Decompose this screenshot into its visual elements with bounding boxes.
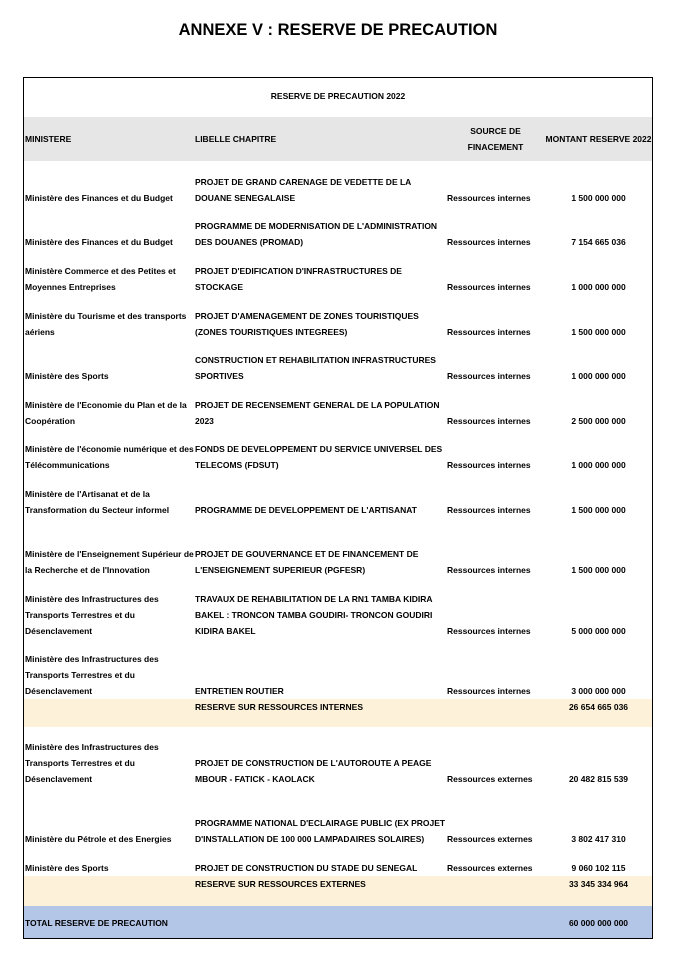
table-row [24,727,652,787]
cell-libelle: PROJET DE CONSTRUCTION DU STADE DU SENEGAL [195,863,418,873]
table-row [24,518,652,578]
cell-ministere: Ministère des Finances et du Budget [25,237,173,247]
subtotal-row [24,876,652,906]
subtotal-row [24,699,652,727]
cell-montant: 5 000 000 000 [571,626,626,636]
cell-libelle: PROJET D'EDIFICATION D'INFRASTRUCTURES DE STOCKAGE [195,266,402,292]
cell-montant: 33 345 334 964 [544,876,652,906]
cell-ministere: Ministère de l'économie numérique et des Télécommunications [25,444,194,470]
cell-libelle: PROJET DE GRAND CARENAGE DE VEDETTE DE LA DOUANE SENEGALAISE [195,177,411,203]
cell-montant: 1 500 000 000 [571,565,626,575]
cell-libelle: PROJET D'AMENAGEMENT DE ZONES TOURISTIQUES (ZONES TOURISTIQUES INTEGREES) [195,311,419,337]
cell-montant: 1 500 000 000 [571,193,626,203]
cell-montant: 3 000 000 000 [571,686,626,696]
cell-source: Ressources externes [447,863,533,873]
cell-libelle: PROGRAMME DE MODERNISATION DE L'ADMINISTRATION DES DOUANES (PROMAD) [195,221,438,247]
cell-source [446,876,544,906]
cell-source: Ressources internes [447,460,531,470]
cell-source: Ressources internes [447,282,531,292]
header-source: SOURCE DE FINACEMENT [446,117,544,161]
cell-source: Ressources internes [447,686,531,696]
cell-source [446,699,544,727]
total-row [24,906,652,939]
cell-ministere: Ministère du Tourisme et des transports aériens [25,311,187,337]
cell-ministere: Ministère de l'Economie du Plan et de la Coopération [25,400,187,426]
cell-montant: 3 802 417 310 [571,834,626,844]
cell-ministere: Ministère des Sports [25,863,109,873]
header-ministere: MINISTERE [24,117,194,161]
cell-libelle: PROJET DE RECENSEMENT GENERAL DE LA POPULATION 2023 [195,400,440,426]
table-body [24,161,652,939]
table-row [24,161,652,206]
table-row [24,295,652,340]
cell-montant: 20 482 815 539 [568,774,629,784]
cell-source: Ressources externes [447,774,533,784]
cell-source: Ressources internes [447,505,531,515]
cell-ministere: Ministère Commerce et des Petites et Moyennes Entreprises [25,266,176,292]
cell-ministere: TOTAL RESERVE DE PRECAUTION [24,906,194,939]
cell-montant: 1 000 000 000 [571,371,626,381]
cell-ministere: Ministère du Pétrole et des Energies [25,834,172,844]
reserve-table-frame [23,77,653,939]
cell-source: Ressources internes [447,237,531,247]
cell-montant: 9 060 102 115 [571,863,626,873]
table-row [24,639,652,699]
cell-libelle: CONSTRUCTION ET REHABILITATION INFRASTRUCTURES SPORTIVES [195,355,436,381]
cell-source [446,906,544,939]
cell-ministere: Ministère des Infrastructures des Transports Terrestres et du Désenclavement [25,742,159,784]
cell-ministere: Ministère des Finances et du Budget [25,193,173,203]
cell-ministere [24,876,194,906]
cell-libelle: RESERVE SUR RESSOURCES EXTERNES [194,876,446,906]
cell-source: Ressources externes [447,834,533,844]
table-row [24,429,652,473]
cell-ministere: Ministère de l'Enseignement Supérieur de la Recherche et de l'Innovation [25,549,194,575]
cell-libelle [194,906,446,939]
cell-ministere [24,699,194,727]
cell-libelle: ENTRETIEN ROUTIER [195,686,284,696]
cell-source: Ressources internes [447,565,531,575]
table-header-row [24,117,652,161]
cell-libelle: PROJET DE CONSTRUCTION DE L'AUTOROUTE A PEAGE MBOUR - FATICK - KAOLACK [195,758,432,784]
cell-source: Ressources internes [447,416,531,426]
cell-montant: 1 500 000 000 [571,327,626,337]
cell-libelle: FONDS DE DEVELOPPEMENT DU SERVICE UNIVERSEL DES TELECOMS (FDSUT) [195,444,443,470]
cell-montant: 26 654 665 036 [544,699,652,727]
cell-montant: 1 500 000 000 [571,505,626,515]
table-row [24,206,652,250]
reserve-table [24,117,652,939]
table-title: RESERVE DE PRECAUTION 2022 [270,91,406,101]
header-libelle: LIBELLE CHAPITRE [194,117,446,161]
cell-montant: 7 154 665 036 [571,237,626,247]
table-row [24,473,652,518]
cell-libelle: PROGRAMME DE DEVELOPPEMENT DE L'ARTISANAT [195,505,417,515]
cell-source: Ressources internes [447,327,531,337]
cell-libelle: TRAVAUX DE REHABILITATION DE LA RN1 TAMBA KIDIRA BAKEL : TRONCON TAMBA GOUDIRI- TRONCON GOUDIRI KIDIRA BAKEL [195,594,433,636]
cell-ministere: Ministère des Sports [25,371,109,381]
cell-source: Ressources internes [447,193,531,203]
table-row [24,250,652,295]
cell-libelle: PROGRAMME NATIONAL D'ECLAIRAGE PUBLIC (EX PROJET D'INSTALLATION DE 100 000 LAMPADAIRES SOLAIRES) [195,818,446,844]
table-row [24,847,652,876]
cell-montant: 1 000 000 000 [571,460,626,470]
header-montant: MONTANT RESERVE 2022 [544,117,652,161]
cell-ministere: Ministère des Infrastructures des Transports Terrestres et du Désenclavement [25,654,159,696]
table-row [24,787,652,847]
table-row [24,384,652,429]
cell-montant: 60 000 000 000 [544,906,652,939]
table-row [24,578,652,639]
cell-ministere: Ministère des Infrastructures des Transports Terrestres et du Désenclavement [25,594,159,636]
cell-libelle: PROJET DE GOUVERNANCE ET DE FINANCEMENT DE L'ENSEIGNEMENT SUPERIEUR (PGFESR) [195,549,419,575]
cell-montant: 2 500 000 000 [571,416,626,426]
cell-montant: 1 000 000 000 [571,282,626,292]
table-row [24,340,652,384]
cell-source: Ressources internes [447,371,531,381]
cell-ministere: Ministère de l'Artisanat et de la Transformation du Secteur informel [25,489,170,515]
cell-libelle: RESERVE SUR RESSOURCES INTERNES [194,699,446,727]
cell-source: Ressources internes [447,626,531,636]
page-title: ANNEXE V : RESERVE DE PRECAUTION [178,21,498,39]
